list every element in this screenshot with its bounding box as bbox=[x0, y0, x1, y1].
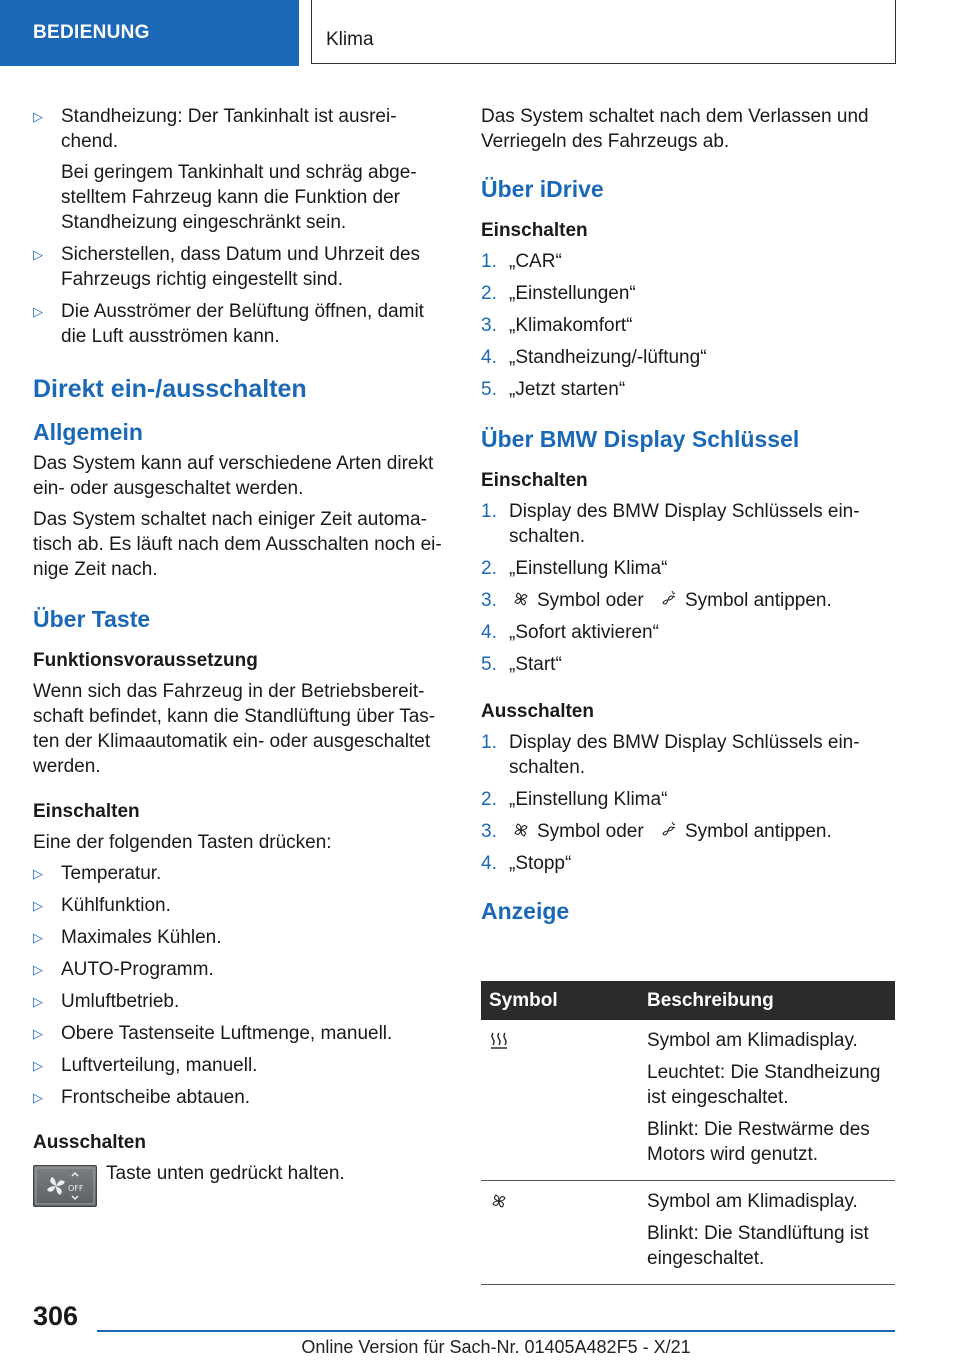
table-header-row bbox=[481, 981, 895, 1020]
page-footer bbox=[0, 1290, 960, 1362]
fan-auto-icon bbox=[659, 820, 679, 840]
fan-off-button-icon bbox=[33, 1165, 97, 1207]
list-item: 1. Display des BMW Display Schlüssels einschalten. bbox=[481, 501, 860, 547]
paragraph: Eine der folgenden Tasten drücken: bbox=[33, 832, 332, 853]
list-item: ▷ Sicherstellen, dass Datum und Uhrzeit des Fahrzeugs richtig eingestellt sind. bbox=[33, 244, 421, 290]
list-item: 4. „Stopp“ bbox=[481, 853, 572, 874]
list-item: 3. Symbol oder Symbol antippen. bbox=[481, 821, 832, 842]
paragraph: Wenn sich das Fahrzeug in der Betriebsbereitschaft befindet, kann die Standlüftung über Tasten der Klimaautomatik ein- oder ausgeschaltet werden. bbox=[33, 681, 436, 777]
column-header-symbol: Symbol bbox=[481, 981, 639, 1020]
heading-ueber-taste: Über Taste bbox=[33, 606, 151, 632]
footer-text: Online Version für Sach-Nr. 01405A482F5 - X/21 bbox=[301, 1337, 691, 1357]
list-item: 2. „Einstellungen“ bbox=[481, 283, 636, 304]
heading-allgemein: Allgemein bbox=[33, 419, 143, 445]
list-item: ▷ Luftverteilung, manuell. bbox=[33, 1055, 258, 1076]
triangle-bullet-icon: ▷ bbox=[33, 247, 43, 262]
list-item: 4. „Standheizung/-lüftung“ bbox=[481, 347, 707, 368]
triangle-bullet-icon: ▷ bbox=[33, 1090, 43, 1105]
triangle-bullet-icon: ▷ bbox=[33, 898, 43, 913]
ausschalten-text: Taste unten gedrückt halten. bbox=[106, 1163, 345, 1184]
right-column bbox=[481, 104, 891, 930]
heading-idrive-einschalten: Einschalten bbox=[481, 220, 588, 241]
heading-direkt: Direkt ein-/ausschalten bbox=[33, 375, 307, 403]
fan-icon bbox=[511, 820, 531, 840]
paragraph: Das System schaltet nach einiger Zeit automatisch ab. Es läuft nach dem Ausschalten noch einige Zeit nach. bbox=[33, 509, 442, 580]
triangle-bullet-icon: ▷ bbox=[33, 109, 43, 124]
paragraph: Das System schaltet nach dem Verlassen und Verriegeln des Fahrzeugs ab. bbox=[481, 106, 869, 152]
list-item: 2. „Einstellung Klima“ bbox=[481, 789, 668, 810]
table-row: Symbol am Klimadisplay. Blinkt: Die Standlüftung ist eingeschaltet. bbox=[481, 1181, 895, 1285]
symbol-table bbox=[481, 981, 895, 1285]
heading-anzeige: Anzeige bbox=[481, 898, 570, 924]
heading-funktionsvoraussetzung: Funktionsvoraussetzung bbox=[33, 650, 258, 671]
triangle-bullet-icon: ▷ bbox=[33, 304, 43, 319]
list-item: 4. „Sofort aktivieren“ bbox=[481, 622, 659, 643]
list-item: ▷ AUTO-Programm. bbox=[33, 959, 214, 980]
chapter-title: Klima bbox=[311, 0, 896, 64]
fan-icon bbox=[489, 1191, 509, 1211]
left-column bbox=[33, 104, 443, 1209]
column-header-description: Beschreibung bbox=[639, 981, 895, 1020]
list-item: ▷ Kühlfunktion. bbox=[33, 895, 171, 916]
list-item: ▷ Die Ausströmer der Belüftung öffnen, damit die Luft ausströmen kann. bbox=[33, 301, 424, 347]
list-item: 5. „Start“ bbox=[481, 654, 562, 675]
prerequisite-list bbox=[33, 104, 443, 349]
triangle-bullet-icon: ▷ bbox=[33, 930, 43, 945]
list-item: 5. „Jetzt starten“ bbox=[481, 379, 626, 400]
table-row: Symbol am Klimadisplay. Leuchtet: Die Standheizung ist eingeschaltet. Blinkt: Die Restwärme des Motors wird genutzt. bbox=[481, 1020, 895, 1181]
list-item: 3. „Klimakomfort“ bbox=[481, 315, 633, 336]
list-item: 3. Symbol oder Symbol antippen. bbox=[481, 590, 832, 611]
list-item: ▷ Temperatur. bbox=[33, 863, 162, 884]
fan-auto-icon bbox=[659, 589, 679, 609]
list-item: 1. Display des BMW Display Schlüssels einschalten. bbox=[481, 732, 860, 778]
triangle-bullet-icon: ▷ bbox=[33, 1026, 43, 1041]
triangle-bullet-icon: ▷ bbox=[33, 866, 43, 881]
list-item: ▷ Umluftbetrieb. bbox=[33, 991, 180, 1012]
paragraph: Das System kann auf verschiedene Arten direkt ein- oder ausgeschaltet werden. bbox=[33, 453, 434, 499]
heading-einschalten: Einschalten bbox=[33, 801, 140, 822]
bmw-ausschalten-steps bbox=[481, 730, 891, 876]
heading-idrive: Über iDrive bbox=[481, 176, 604, 202]
triangle-bullet-icon: ▷ bbox=[33, 962, 43, 977]
bmw-einschalten-steps bbox=[481, 499, 891, 677]
heading-bmw-einschalten: Einschalten bbox=[481, 470, 588, 491]
fan-icon bbox=[511, 589, 531, 609]
list-item: ▷ Standheizung: Der Tankinhalt ist ausreichend. Bei geringem Tankinhalt und schräg abgestelltem Fahrzeug kann die Funktion der Standheizung eingeschränkt sein. bbox=[33, 106, 417, 233]
triangle-bullet-icon: ▷ bbox=[33, 994, 43, 1009]
triangle-bullet-icon: ▷ bbox=[33, 1058, 43, 1073]
tasten-list bbox=[33, 861, 443, 1110]
list-item: 2. „Einstellung Klima“ bbox=[481, 558, 668, 579]
list-item: 1. „CAR“ bbox=[481, 251, 562, 272]
heading-ausschalten: Ausschalten bbox=[33, 1132, 146, 1153]
svg-text:OFF: OFF bbox=[68, 1184, 84, 1193]
footer-divider bbox=[97, 1330, 895, 1332]
section-tab: BEDIENUNG bbox=[0, 0, 299, 66]
page-header bbox=[0, 0, 960, 66]
list-item: ▷ Frontscheibe abtauen. bbox=[33, 1087, 251, 1108]
heating-waves-icon bbox=[489, 1030, 509, 1050]
ausschalten-row bbox=[33, 1161, 443, 1209]
heading-bmw-display-schluessel: Über BMW Display Schlüssel bbox=[481, 426, 800, 452]
heading-bmw-ausschalten: Ausschalten bbox=[481, 701, 594, 722]
idrive-steps bbox=[481, 249, 891, 402]
page-number: 306 bbox=[33, 1301, 79, 1331]
list-item: ▷ Maximales Kühlen. bbox=[33, 927, 222, 948]
list-item: ▷ Obere Tastenseite Luftmenge, manuell. bbox=[33, 1023, 393, 1044]
